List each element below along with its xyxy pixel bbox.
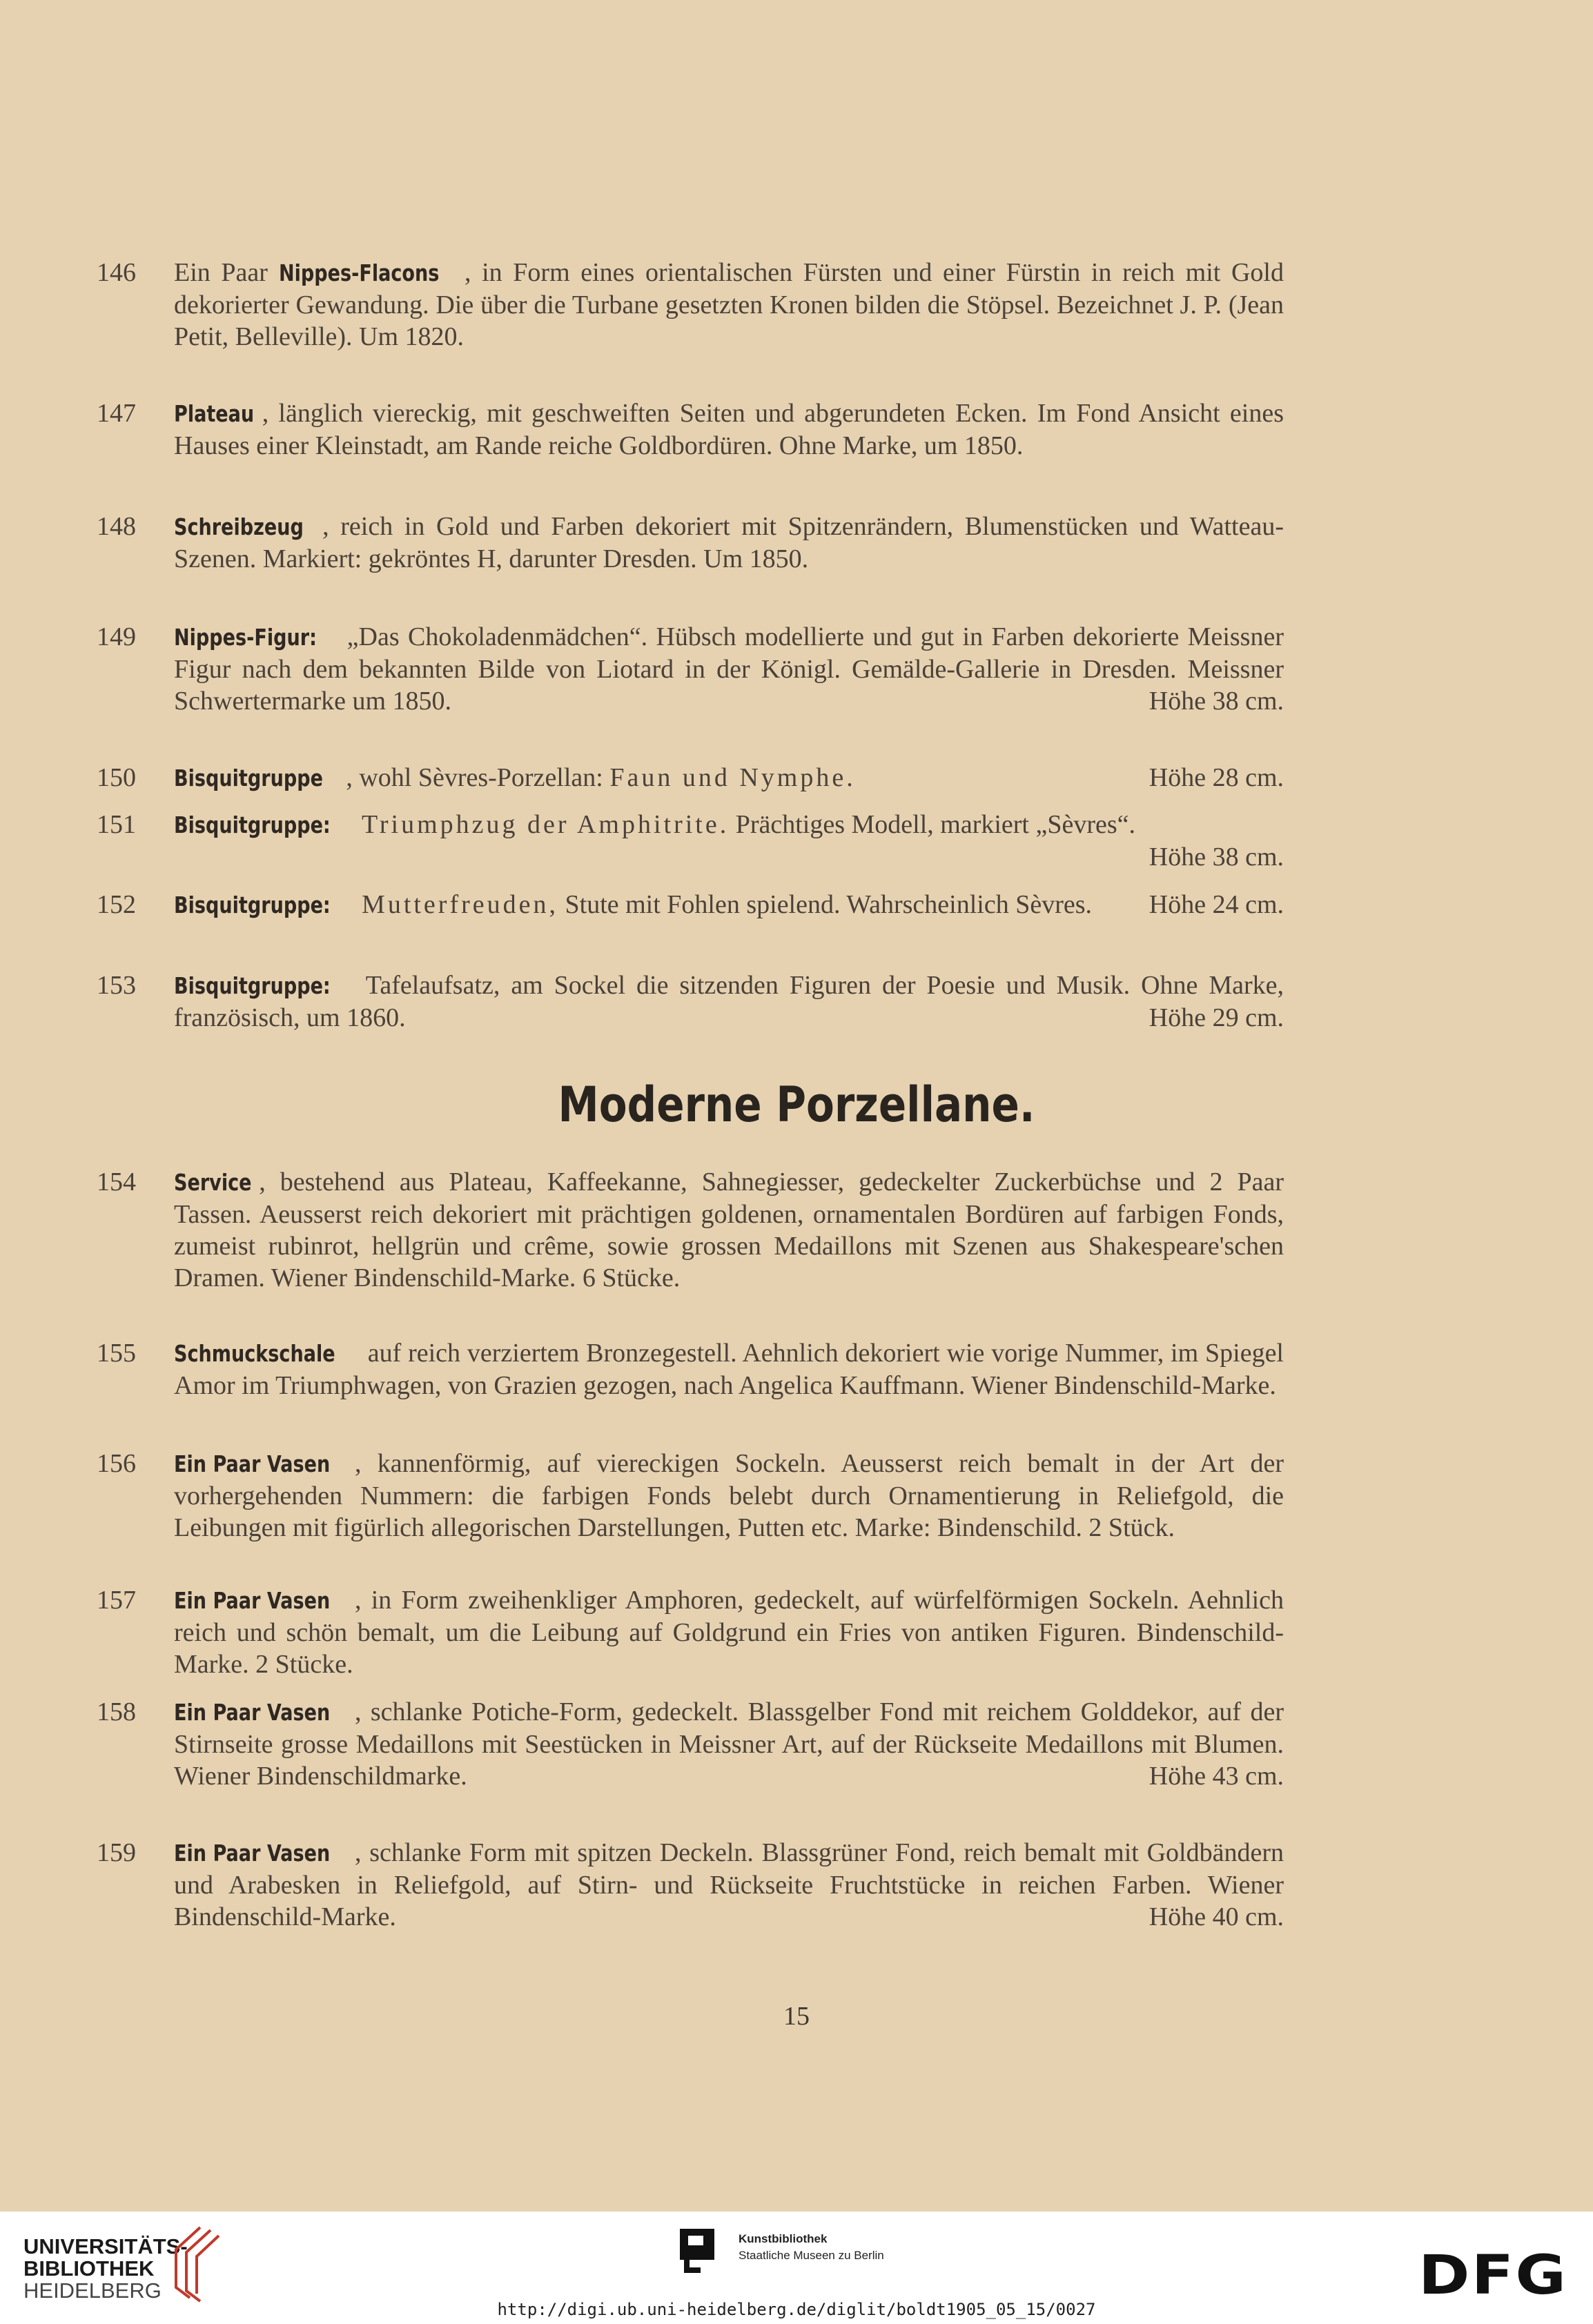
entry-text bbox=[174, 1166, 1284, 1294]
entry-height: Höhe 29 cm. bbox=[1149, 1003, 1284, 1032]
kunstbibliothek-text bbox=[739, 2231, 884, 2264]
entry-text bbox=[174, 1696, 1284, 1792]
entry-number: 149 bbox=[97, 622, 136, 651]
kunstbibliothek-logo-icon[interactable] bbox=[680, 2229, 721, 2277]
entry-text bbox=[174, 762, 1284, 794]
entry-keyword: Bisquitgruppe: bbox=[174, 972, 331, 999]
entry-title-spaced: Triumphzug der Amphitrite. bbox=[362, 810, 730, 839]
entry-text bbox=[174, 257, 1284, 353]
entry-keyword: Ein Paar Vasen bbox=[174, 1587, 331, 1614]
entry-description-cont: Stute mit Fohlen spielend. Wahrscheinlich Sèvres. bbox=[558, 890, 1093, 919]
entry-keyword: Ein Paar Vasen bbox=[174, 1699, 331, 1726]
entry-keyword: Ein Paar Vasen bbox=[174, 1450, 331, 1477]
entry-keyword: Nippes-Flacons bbox=[278, 259, 439, 286]
entry-height: Höhe 38 cm. bbox=[1149, 687, 1284, 716]
entry-keyword: Plateau bbox=[174, 400, 255, 427]
entry-keyword: Schmuckschale bbox=[174, 1340, 335, 1367]
entry-prefix: Ein Paar bbox=[174, 258, 279, 287]
permalink-url[interactable]: http://digi.ub.uni-heidelberg.de/diglit/boldt1905_05_15/0027 bbox=[497, 2300, 1096, 2319]
entry-description bbox=[355, 810, 362, 839]
entry-text bbox=[174, 889, 1284, 921]
entry-height: Höhe 40 cm. bbox=[1149, 1902, 1284, 1931]
entry-description: , in Form zweihenkliger Amphoren, gedeckelt, auf würfelförmigen Sockeln. Aehnlich reich und schön bemalt, um die Leibung auf Goldgrund ein Fries von antiken Figuren. Bindenschild-Marke. 2 Stücke. bbox=[174, 1586, 1284, 1679]
section-heading: Moderne Porzellane. bbox=[558, 1076, 1035, 1133]
entry-number: 154 bbox=[97, 1168, 136, 1197]
entry-text bbox=[174, 969, 1284, 1034]
entry-number: 147 bbox=[97, 399, 136, 428]
entry-text bbox=[174, 1337, 1284, 1401]
kb-name: Kunstbibliothek bbox=[739, 2232, 828, 2245]
entry-height: Höhe 24 cm. bbox=[1149, 890, 1284, 919]
entry-description: , länglich viereckig, mit geschweiften Seiten und abgerundeten Ecken. Im Fond Ansicht eines Hauses einer Kleinstadt, am Rande reiche Goldbordüren. Ohne Marke, um 1850. bbox=[174, 399, 1284, 460]
entry-title-spaced: Faun und Nymphe. bbox=[609, 763, 856, 792]
entry-description-cont: Prächtiges Modell, markiert „Sèvres“. bbox=[729, 810, 1136, 839]
entry-number: 156 bbox=[97, 1449, 136, 1478]
ub-logo-mark-icon bbox=[162, 2222, 224, 2305]
entry-title-spaced: Mutterfreuden, bbox=[362, 890, 558, 919]
entry-description: , kannenförmig, auf viereckigen Sockeln. Aeusserst reich bemalt in der Art der vorhergehenden Nummern: die farbigen Fonds belebt durch Ornamentierung in Reliefgold, die Leibungen mit figürlich allegorischen Darstellungen, Putten etc. Marke: Bindenschild. 2 Stück. bbox=[174, 1449, 1284, 1542]
entry-keyword: Service bbox=[174, 1169, 252, 1196]
entry-height: Höhe 38 cm. bbox=[1149, 843, 1284, 872]
entry-number: 148 bbox=[97, 512, 136, 541]
entry-description bbox=[355, 890, 362, 919]
entry-description: , schlanke Form mit spitzen Deckeln. Blassgrüner Fond, reich bemalt mit Goldbändern und Arabesken in Reliefgold, auf Stirn- und Rückseite Fruchtstücke in reichen Farben. Wiener Bindenschild-Marke. bbox=[174, 1838, 1284, 1931]
entry-keyword: Ein Paar Vasen bbox=[174, 1840, 331, 1867]
entry-description: , wohl Sèvres-Porzellan: bbox=[346, 763, 610, 792]
entry-text bbox=[174, 1584, 1284, 1680]
entry-number: 152 bbox=[97, 890, 136, 919]
entry-number: 158 bbox=[97, 1697, 136, 1726]
entry-number: 146 bbox=[97, 258, 136, 287]
entry-number: 151 bbox=[97, 810, 136, 839]
entry-keyword: Bisquitgruppe: bbox=[174, 892, 331, 918]
entry-text bbox=[174, 1837, 1284, 1933]
entry-description: , bestehend aus Plateau, Kaffeekanne, Sahnegiesser, gedeckelter Zuckerbüchse und 2 Paar Tassen. Aeusserst reich dekoriert mit prächtigen goldenen, ornamentalen Bordüren auf farbigen Fonds, zumeist rubinrot, hellgrün und crême, sowie grossen Medaillons mit Szenen aus Shakespeare'schen Dramen. Wiener Bindenschild-Marke. 6 Stücke. bbox=[174, 1168, 1284, 1292]
entry-description: „Das Chokoladenmädchen“. Hübsch modellierte und gut in Farben dekorierte Meissner Figur nach dem bekannten Bilde von Liotard in der Königl. Gemälde-Gallerie in Dresden. Meissner Schwertermarke um 1850. bbox=[174, 622, 1284, 716]
entry-description: , in Form eines orientalischen Fürsten und einer Fürstin in reich mit Gold dekorierter Gewandung. Die über die Turbane gesetzten Kronen bilden die Stöpsel. Bezeichnet J. P. (Jean Petit, Belleville). Um 1820. bbox=[174, 258, 1284, 351]
entry-text bbox=[174, 511, 1284, 575]
library-name-line1: UNIVERSITÄTS- bbox=[23, 2234, 188, 2258]
page-number: 15 bbox=[783, 2002, 810, 2031]
entry-keyword: Bisquitgruppe: bbox=[174, 811, 331, 838]
library-name-line2: BIBLIOTHEK bbox=[23, 2256, 155, 2281]
entry-text bbox=[174, 809, 1284, 873]
entry-description: , schlanke Potiche-Form, gedeckelt. Blassgelber Fond mit reichem Golddekor, auf der Stirnseite grosse Medaillons mit Seestücken in Meissner Art, auf der Rückseite Medaillons mit Blumen. Wiener Bindenschildmarke. bbox=[174, 1697, 1284, 1791]
library-name-line3: HEIDELBERG bbox=[23, 2278, 162, 2303]
entry-keyword: Nippes-Figur: bbox=[174, 624, 317, 651]
kb-subtitle: Staatliche Museen zu Berlin bbox=[739, 2249, 884, 2262]
entry-height: Höhe 43 cm. bbox=[1149, 1762, 1284, 1791]
entry-keyword: Bisquitgruppe bbox=[174, 765, 323, 791]
entry-text bbox=[174, 1448, 1284, 1544]
dfg-logo[interactable]: DFG bbox=[1418, 2245, 1568, 2307]
entry-number: 153 bbox=[97, 971, 136, 1000]
entry-number: 150 bbox=[97, 763, 136, 792]
entry-height: Höhe 28 cm. bbox=[1149, 763, 1284, 792]
entry-number: 155 bbox=[97, 1339, 136, 1368]
footer-bar bbox=[0, 2212, 1593, 2324]
entry-text bbox=[174, 621, 1284, 717]
entry-description: , reich in Gold und Farben dekoriert mit Spitzenrändern, Blumenstücken und Watteau-Szenen. Markiert: gekröntes H, darunter Dresden. Um 1850. bbox=[174, 512, 1284, 573]
entry-description: Tafelaufsatz, am Sockel die sitzenden Figuren der Poesie und Musik. Ohne Marke, französisch, um 1860. bbox=[174, 971, 1284, 1032]
entry-text bbox=[174, 397, 1284, 462]
entry-number: 157 bbox=[97, 1586, 136, 1615]
entry-description: auf reich verziertem Bronzegestell. Aehnlich dekoriert wie vorige Nummer, im Spiegel Amor im Triumphwagen, von Grazien gezogen, nach Angelica Kauffmann. Wiener Bindenschild-Marke. bbox=[174, 1339, 1284, 1400]
entry-number: 159 bbox=[97, 1838, 136, 1867]
entry-keyword: Schreibzeug bbox=[174, 513, 304, 540]
